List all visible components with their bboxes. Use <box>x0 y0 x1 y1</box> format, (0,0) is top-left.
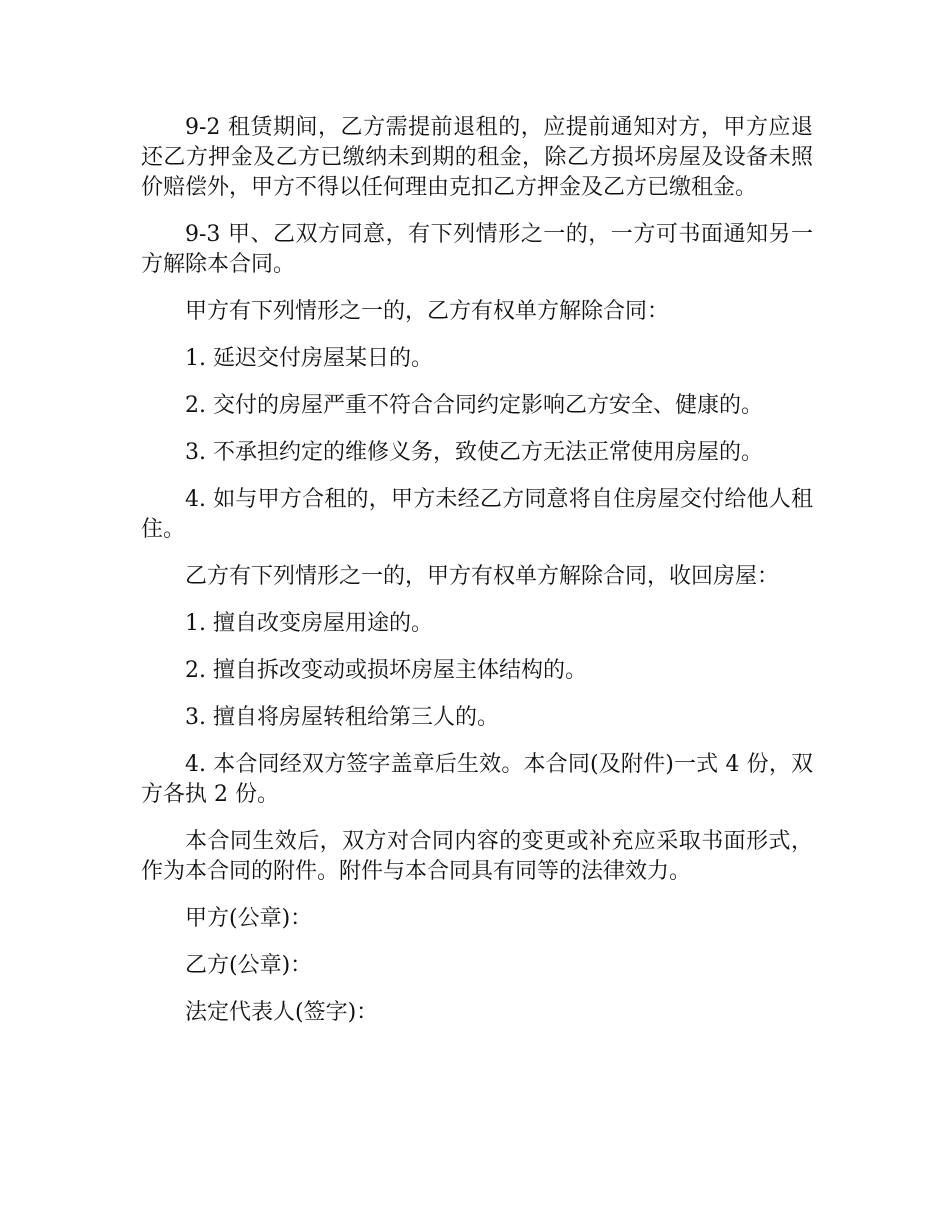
party-a-item-2: 2. 交付的房屋严重不符合合同约定影响乙方安全、健康的。 <box>185 393 763 418</box>
party-b-termination-heading: 乙方有下列情形之一的，甲方有权单方解除合同，收回房屋： <box>185 564 780 589</box>
party-b-item-4: 4. 本合同经双方签字盖章后生效。本合同(及附件)一式 4 份，双方各执 2 份。 <box>141 752 813 807</box>
party-a-seal-line: 甲方(公章)： <box>185 906 313 931</box>
party-a-item-1: 1. 延迟交付房屋某日的。 <box>185 346 433 371</box>
clause-9-3-paragraph: 9-3 甲、乙双方同意，有下列情形之一的，一方可书面通知另一方解除本合同。 <box>141 222 813 277</box>
party-a-item-3: 3. 不承担约定的维修义务，致使乙方无法正常使用房屋的。 <box>185 440 763 465</box>
party-b-item-2: 2. 擅自拆改变动或损坏房屋主体结构的。 <box>185 658 587 683</box>
party-b-item-1: 1. 擅自改变房屋用途的。 <box>185 611 433 636</box>
party-a-item-4: 4. 如与甲方合租的，甲方未经乙方同意将自住房屋交付给他人租住。 <box>141 487 813 542</box>
legal-representative-signature-line: 法定代表人(签字)： <box>185 1000 379 1025</box>
amendment-clause-paragraph: 本合同生效后，双方对合同内容的变更或补充应采取书面形式，作为本合同的附件。附件与本合同具有同等的法律效力。 <box>141 829 813 884</box>
party-a-termination-heading: 甲方有下列情形之一的，乙方有权单方解除合同： <box>185 299 670 324</box>
party-b-item-3: 3. 擅自将房屋转租给第三人的。 <box>185 705 499 730</box>
document-body <box>141 113 813 1045</box>
party-b-seal-line: 乙方(公章)： <box>185 953 313 978</box>
clause-9-2-paragraph: 9-2 租赁期间，乙方需提前退租的，应提前通知对方，甲方应退还乙方押金及乙方已缴纳未到期的租金，除乙方损坏房屋及设备未照价赔偿外，甲方不得以任何理由克扣乙方押金及乙方已缴租金。 <box>141 115 813 200</box>
